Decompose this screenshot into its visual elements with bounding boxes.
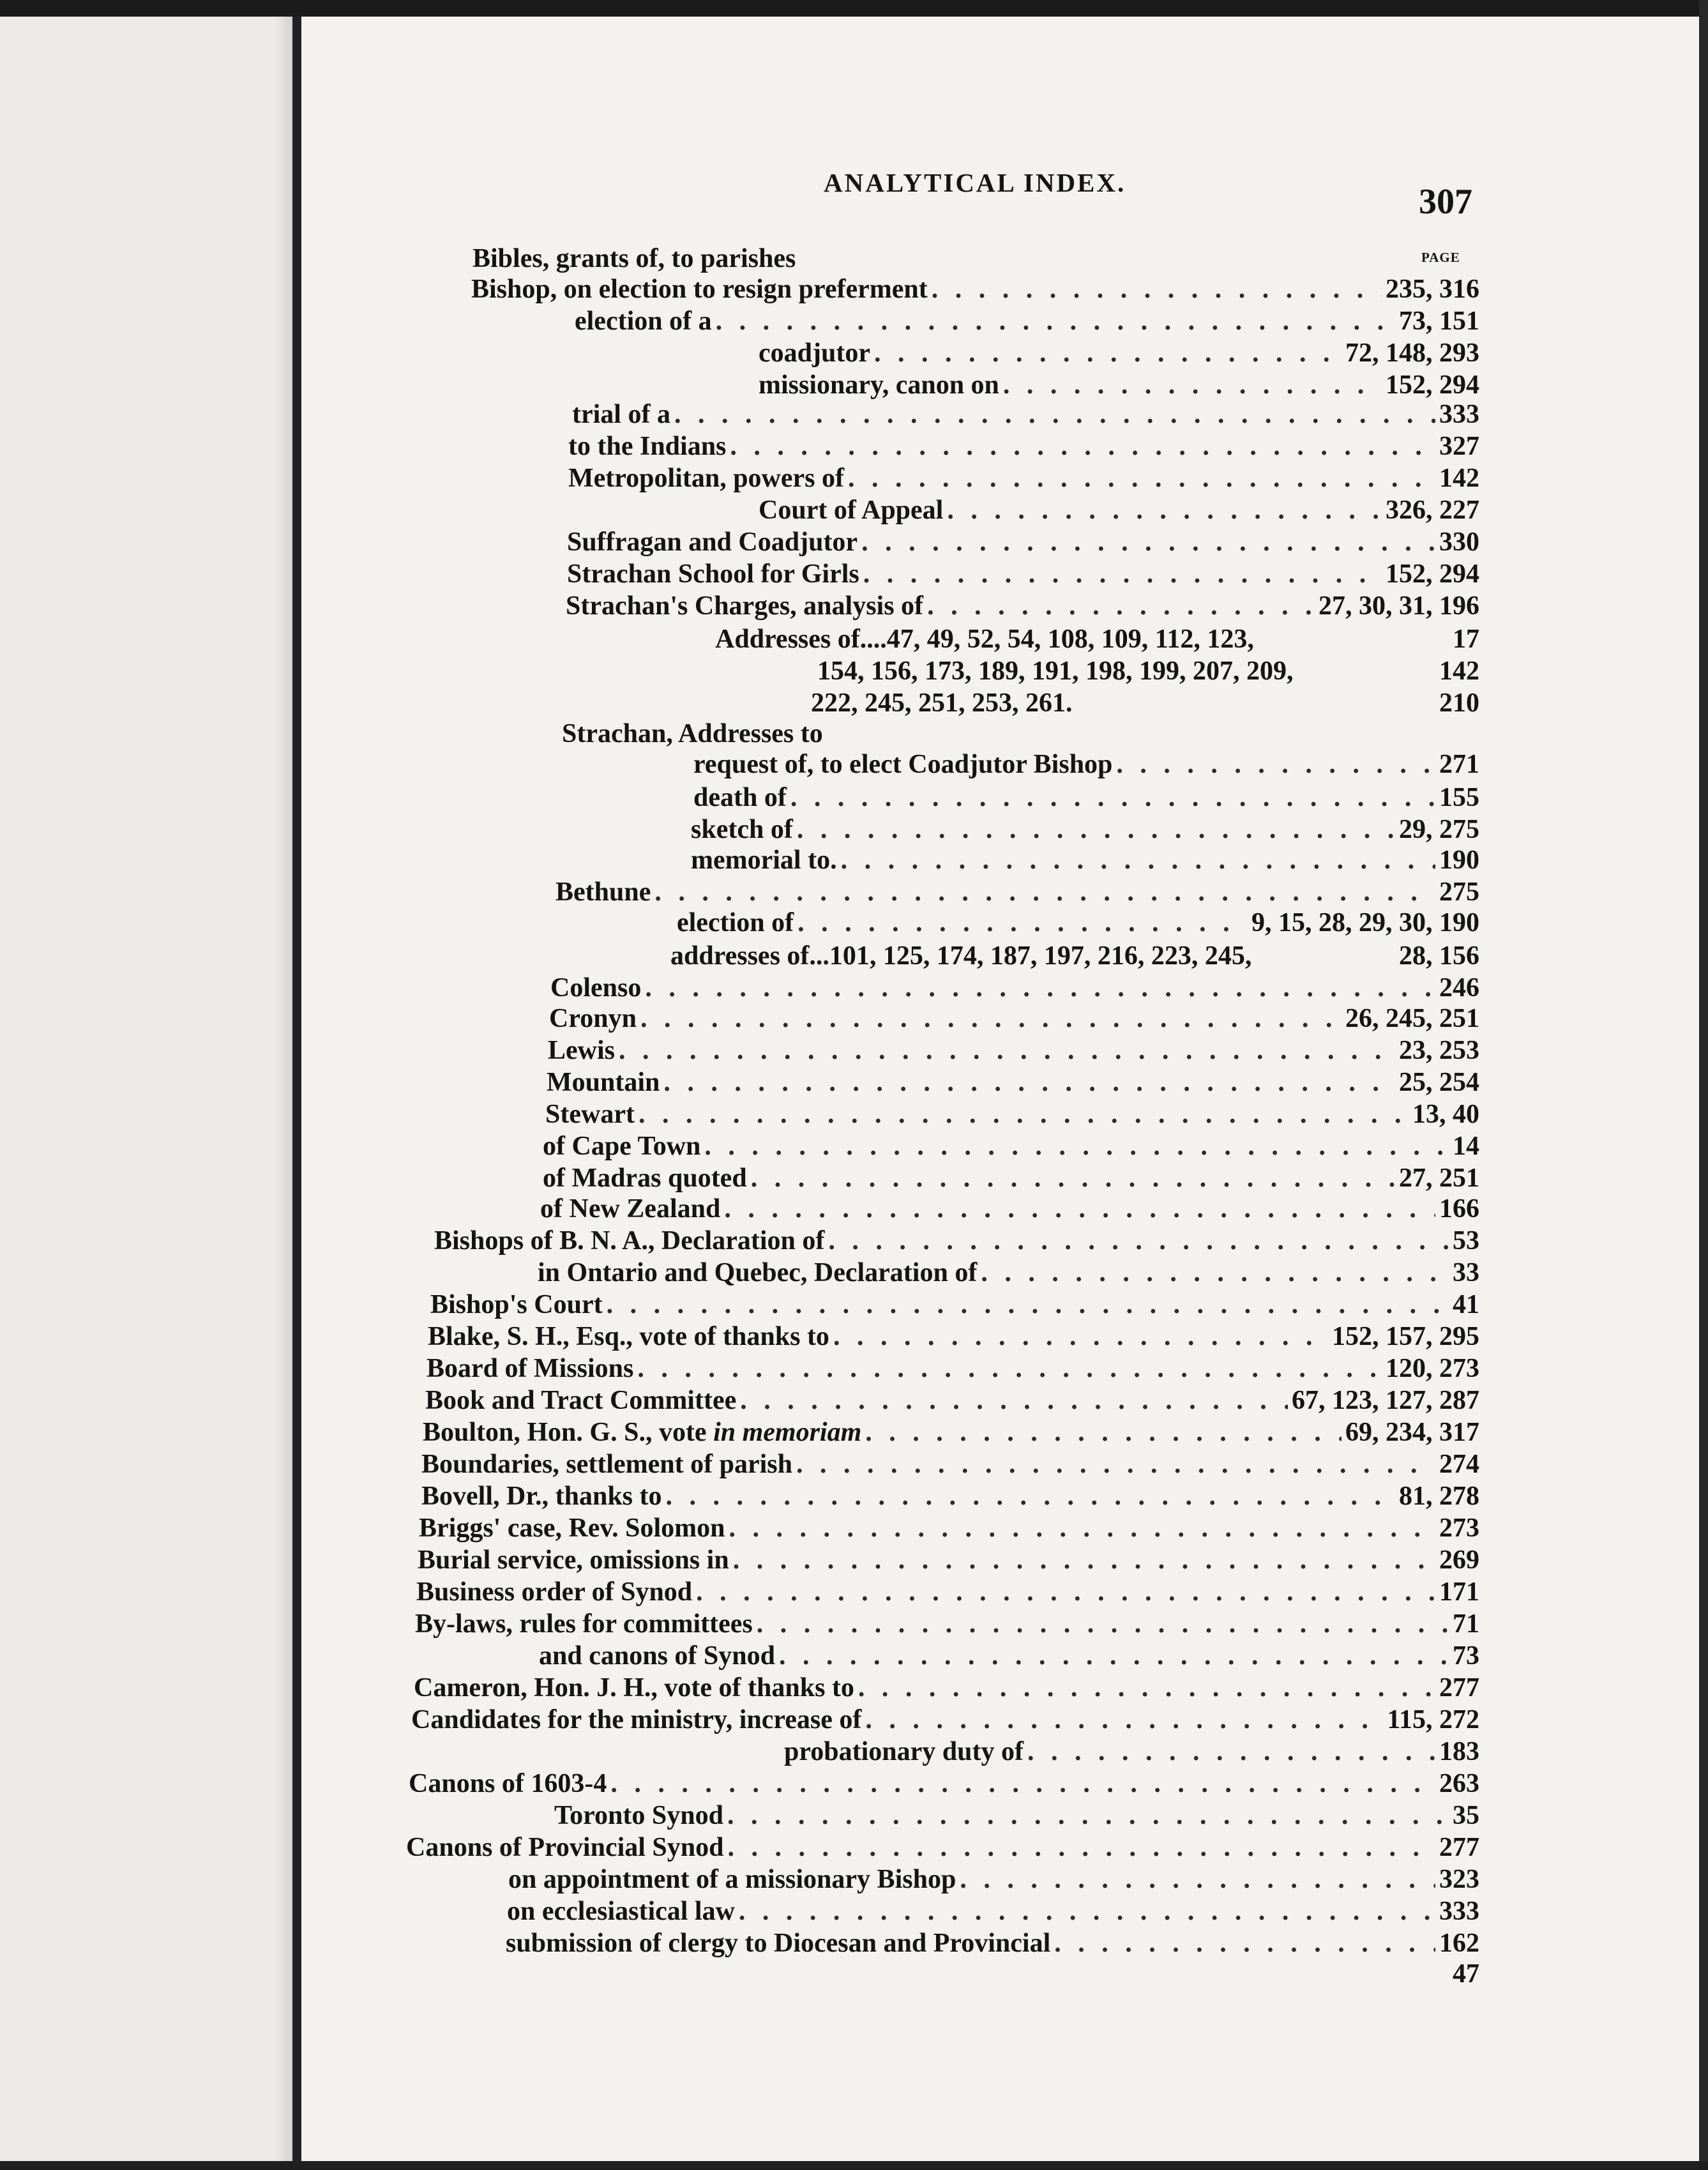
entry-pages: 152, 157, 295 <box>1332 1322 1479 1351</box>
index-entry <box>555 876 1479 908</box>
entry-heading: Addresses of....47, 49, 52, 54, 108, 109, 112, 123, <box>715 625 1254 654</box>
dot-leader <box>619 1035 1395 1066</box>
dot-leader <box>828 1225 1449 1257</box>
entry-pages: 330 <box>1439 527 1479 557</box>
entry-pages: 155 <box>1439 783 1479 812</box>
entry-pages: 271 <box>1439 750 1479 779</box>
index-entry <box>506 1927 1479 1959</box>
index-entry <box>568 462 1479 494</box>
entry-heading: Colenso <box>550 973 642 1003</box>
dot-leader <box>833 1321 1328 1353</box>
entry-heading: Cameron, Hon. J. H., vote of thanks to <box>414 1673 854 1703</box>
gutter-shadow <box>275 0 292 2170</box>
dot-leader <box>960 1863 1435 1895</box>
dot-leader <box>739 1895 1435 1927</box>
index-entry <box>759 337 1479 369</box>
entry-heading: Strachan School for Girls <box>567 559 859 589</box>
index-entry <box>554 1800 1479 1832</box>
entry-pages: 333 <box>1439 400 1479 429</box>
left-page-edge <box>0 0 292 2170</box>
entry-pages: 33 <box>1453 1258 1479 1287</box>
dot-leader <box>610 1768 1435 1800</box>
dot-leader <box>874 337 1341 369</box>
dot-leader <box>796 1448 1435 1480</box>
entry-pages: 152, 294 <box>1386 370 1479 400</box>
entry-pages: 210 <box>1439 688 1479 718</box>
entry-pages: 277 <box>1439 1673 1479 1703</box>
index-entry <box>567 558 1479 590</box>
entry-heading: Bethune <box>555 877 651 907</box>
entry-pages: 142 <box>1439 656 1479 686</box>
entry-pages: 162 <box>1439 1929 1479 1958</box>
dot-leader <box>1003 369 1382 401</box>
dot-leader <box>654 876 1435 908</box>
dot-leader <box>674 398 1435 430</box>
index-entry <box>415 1608 1479 1640</box>
index-entry <box>562 718 1479 750</box>
entry-heading: and canons of Synod <box>539 1641 775 1671</box>
index-entry <box>677 907 1479 939</box>
index-entry <box>759 494 1479 526</box>
dot-leader <box>727 1800 1449 1832</box>
entry-pages: 71 <box>1453 1609 1479 1639</box>
dot-leader <box>779 1640 1449 1672</box>
index-entry <box>543 1162 1479 1194</box>
entry-pages: 171 <box>1439 1577 1479 1607</box>
entry-pages: 246 <box>1439 973 1479 1003</box>
index-entry <box>409 1768 1479 1800</box>
entry-pages: 41 <box>1453 1290 1479 1319</box>
entry-pages: 17 <box>1453 625 1479 654</box>
dot-leader <box>863 558 1382 590</box>
entry-heading: Strachan's Charges, analysis of <box>566 591 924 621</box>
entry-pages: 73, 151 <box>1399 307 1479 336</box>
index-entry <box>1373 1958 1479 1990</box>
entry-heading: of New Zealand <box>540 1194 721 1224</box>
index-entry <box>693 748 1479 780</box>
entry-pages: 323 <box>1439 1865 1479 1894</box>
index-entry <box>419 1512 1479 1544</box>
scan-bottom-edge <box>0 2161 1708 2170</box>
dot-leader <box>716 305 1395 337</box>
entry-heading: Cronyn <box>549 1004 637 1033</box>
entry-heading: By-laws, rules for committees <box>415 1609 753 1639</box>
index-entry <box>549 1003 1479 1035</box>
entry-heading: on appointment of a missionary Bishop <box>508 1865 956 1894</box>
dot-leader <box>696 1576 1435 1608</box>
index-entry <box>575 305 1479 337</box>
entry-pages: 25, 254 <box>1399 1068 1479 1097</box>
entry-pages: 327 <box>1439 432 1479 461</box>
dot-leader <box>751 1162 1395 1194</box>
entry-heading: submission of clergy to Diocesan and Provincial <box>506 1929 1051 1958</box>
entry-heading: Strachan, Addresses to <box>562 719 823 748</box>
index-entry <box>715 623 1479 655</box>
entry-heading: Boulton, Hon. G. S., vote in memoriam <box>423 1418 862 1447</box>
index-entry <box>428 1321 1479 1353</box>
entry-pages: 115, 272 <box>1387 1705 1479 1734</box>
page-number: 307 <box>1419 182 1472 222</box>
entry-pages: 73 <box>1453 1641 1479 1671</box>
index-entry <box>414 1672 1479 1704</box>
entry-heading: 154, 156, 173, 189, 191, 198, 199, 207, 209, <box>817 656 1294 686</box>
entry-heading: Boundaries, settlement of parish <box>421 1450 792 1479</box>
entry-pages: 166 <box>1439 1194 1479 1224</box>
entry-pages: 27, 251 <box>1399 1164 1479 1193</box>
index-entry <box>423 1416 1479 1448</box>
entry-heading: Board of Missions <box>427 1354 634 1383</box>
index-entry <box>572 398 1479 430</box>
entry-pages: 190 <box>1439 846 1479 875</box>
entry-heading: trial of a <box>572 400 670 429</box>
index-entry <box>421 1448 1479 1480</box>
dot-leader <box>704 1130 1449 1162</box>
dot-leader <box>663 1066 1395 1098</box>
dot-leader <box>981 1257 1449 1289</box>
index-entry <box>425 1385 1479 1416</box>
index-entry <box>508 1863 1479 1895</box>
index-entry <box>691 814 1479 846</box>
index-entry <box>507 1895 1479 1927</box>
entry-heading: memorial to. <box>691 846 837 875</box>
index-entry <box>421 1480 1479 1512</box>
entry-pages: 333 <box>1439 1897 1479 1926</box>
index-entry <box>567 526 1479 558</box>
index-entry <box>545 1098 1479 1130</box>
dot-leader <box>607 1289 1449 1321</box>
entry-heading: addresses of...101, 125, 174, 187, 197, 216, 223, 245, <box>670 941 1252 971</box>
dot-leader <box>733 1544 1435 1576</box>
entry-pages: 27, 30, 31, 196 <box>1319 591 1479 621</box>
dot-leader <box>728 1832 1436 1863</box>
scan-right-edge <box>1699 0 1708 2170</box>
entry-heading: Bishops of B. N. A., Declaration of <box>434 1226 825 1256</box>
index-entry <box>406 1832 1479 1863</box>
entry-pages: 14 <box>1453 1132 1479 1161</box>
entry-pages: 26, 245, 251 <box>1345 1004 1479 1033</box>
dot-leader <box>645 972 1435 1004</box>
dot-leader <box>637 1353 1382 1385</box>
dot-leader <box>1054 1927 1435 1959</box>
dot-leader <box>865 1704 1383 1736</box>
index-entry <box>418 1544 1479 1576</box>
entry-heading: 222, 245, 251, 253, 261. <box>811 688 1073 718</box>
entry-heading: coadjutor <box>759 338 870 368</box>
index-entry <box>427 1353 1479 1385</box>
entry-heading: request of, to elect Coadjutor Bishop <box>693 750 1113 779</box>
entry-heading: probationary duty of <box>784 1737 1024 1766</box>
index-entry <box>411 1704 1479 1736</box>
dot-leader <box>640 1003 1341 1035</box>
entry-pages: 23, 253 <box>1399 1036 1479 1065</box>
entry-pages: 69, 234, 317 <box>1345 1418 1479 1447</box>
scan-top-edge <box>0 0 1708 17</box>
entry-pages: 120, 273 <box>1386 1354 1479 1383</box>
dot-leader <box>730 430 1435 462</box>
dot-leader <box>740 1385 1288 1416</box>
entry-heading: Canons of 1603-4 <box>409 1769 607 1798</box>
entry-heading: missionary, canon on <box>759 370 999 400</box>
index-entry <box>691 844 1479 876</box>
dot-leader <box>757 1608 1449 1640</box>
dot-leader <box>947 494 1382 526</box>
entry-pages: 13, 40 <box>1412 1100 1479 1129</box>
entry-pages: 9, 15, 28, 29, 30, 190 <box>1251 908 1479 937</box>
dot-leader <box>927 590 1315 622</box>
entry-pages: 277 <box>1439 1833 1479 1862</box>
dot-leader <box>841 844 1435 876</box>
entry-heading: Bishop, on election to resign preferment <box>471 275 928 304</box>
dot-leader <box>861 526 1435 558</box>
index-entry <box>538 1257 1479 1289</box>
index-entry <box>543 1130 1479 1162</box>
entry-pages: 29, 275 <box>1399 815 1479 844</box>
entry-heading: Stewart <box>545 1100 635 1129</box>
dot-leader <box>932 273 1382 305</box>
entry-pages: 273 <box>1439 1514 1479 1543</box>
dot-leader <box>797 907 1248 939</box>
dot-leader <box>729 1512 1436 1544</box>
dot-leader <box>724 1193 1435 1225</box>
entry-pages: 67, 123, 127, 287 <box>1292 1386 1479 1415</box>
entry-heading: election of <box>677 908 794 937</box>
dot-leader <box>790 782 1435 814</box>
dot-leader <box>639 1098 1409 1130</box>
entry-pages: 28, 156 <box>1399 941 1479 971</box>
entry-heading: Blake, S. H., Esq., vote of thanks to <box>428 1322 829 1351</box>
entry-pages: 183 <box>1439 1737 1479 1766</box>
entry-heading: Lewis <box>548 1036 615 1065</box>
dot-leader <box>797 814 1395 846</box>
entry-heading: in Ontario and Quebec, Declaration of <box>538 1258 978 1287</box>
index-entry <box>547 1066 1479 1098</box>
entry-heading: of Cape Town <box>543 1132 701 1161</box>
dot-leader <box>865 1416 1341 1448</box>
entry-heading: election of a <box>575 307 712 336</box>
entry-heading: Briggs' case, Rev. Solomon <box>419 1514 725 1543</box>
index-entry <box>566 590 1479 622</box>
entry-pages: 263 <box>1439 1769 1479 1798</box>
dot-leader <box>1116 748 1435 780</box>
entry-pages: 35 <box>1453 1801 1479 1830</box>
index-entry <box>416 1576 1479 1608</box>
page-column-label: PAGE <box>1421 250 1460 265</box>
index-entry <box>548 1035 1479 1066</box>
index-entry <box>759 369 1479 401</box>
entry-heading: Burial service, omissions in <box>418 1545 729 1575</box>
entry-pages: 152, 294 <box>1386 559 1479 589</box>
index-entry <box>817 655 1479 687</box>
entry-pages: 235, 316 <box>1386 275 1479 304</box>
entry-heading: Mountain <box>547 1068 660 1097</box>
dot-leader <box>848 462 1435 494</box>
dot-leader <box>1027 1736 1435 1768</box>
entry-pages: 142 <box>1439 464 1479 493</box>
index-entry <box>693 782 1479 814</box>
entry-heading: sketch of <box>691 815 793 844</box>
index-entry <box>670 940 1479 972</box>
entry-heading: Business order of Synod <box>416 1577 693 1607</box>
entry-heading: Bibles, grants of, to parishes <box>472 244 796 273</box>
entry-pages: 274 <box>1439 1450 1479 1479</box>
entry-pages: 53 <box>1453 1226 1479 1256</box>
entry-heading: Book and Tract Committee <box>425 1386 737 1415</box>
dot-leader <box>666 1480 1395 1512</box>
entry-heading: death of <box>693 783 787 812</box>
entry-heading: Toronto Synod <box>554 1801 723 1830</box>
entry-pages: 269 <box>1439 1545 1479 1575</box>
entry-heading: Candidates for the ministry, increase of <box>411 1705 862 1734</box>
index-entry <box>472 243 1424 275</box>
dot-leader <box>858 1672 1435 1704</box>
index-entry <box>540 1193 1479 1225</box>
index-entry <box>430 1289 1479 1321</box>
index-entry <box>471 273 1479 305</box>
entry-heading: Bishop's Court <box>430 1290 603 1319</box>
entry-heading: Canons of Provincial Synod <box>406 1833 724 1862</box>
entry-heading: Metropolitan, powers of <box>568 464 844 493</box>
index-entry <box>784 1736 1479 1768</box>
entry-heading: to the Indians <box>568 432 727 461</box>
index-entry <box>568 430 1479 462</box>
entry-pages: 47 <box>1453 1959 1479 1989</box>
entry-heading: of Madras quoted <box>543 1164 747 1193</box>
entry-heading: Court of Appeal <box>759 496 944 525</box>
entry-heading: on ecclesiastical law <box>507 1897 735 1926</box>
entry-pages: 72, 148, 293 <box>1345 338 1479 368</box>
entry-pages: 275 <box>1439 877 1479 907</box>
index-entry <box>550 972 1479 1004</box>
book-gutter <box>292 0 301 2170</box>
entry-heading: Suffragan and Coadjutor <box>567 527 858 557</box>
running-head: ANALYTICAL INDEX. <box>824 168 1126 197</box>
entry-heading: Bovell, Dr., thanks to <box>421 1482 662 1511</box>
entry-pages: 326, 227 <box>1386 496 1479 525</box>
index-entry <box>539 1640 1479 1672</box>
index-entry <box>434 1225 1479 1257</box>
entry-pages: 81, 278 <box>1399 1482 1479 1511</box>
index-entry <box>811 687 1479 719</box>
